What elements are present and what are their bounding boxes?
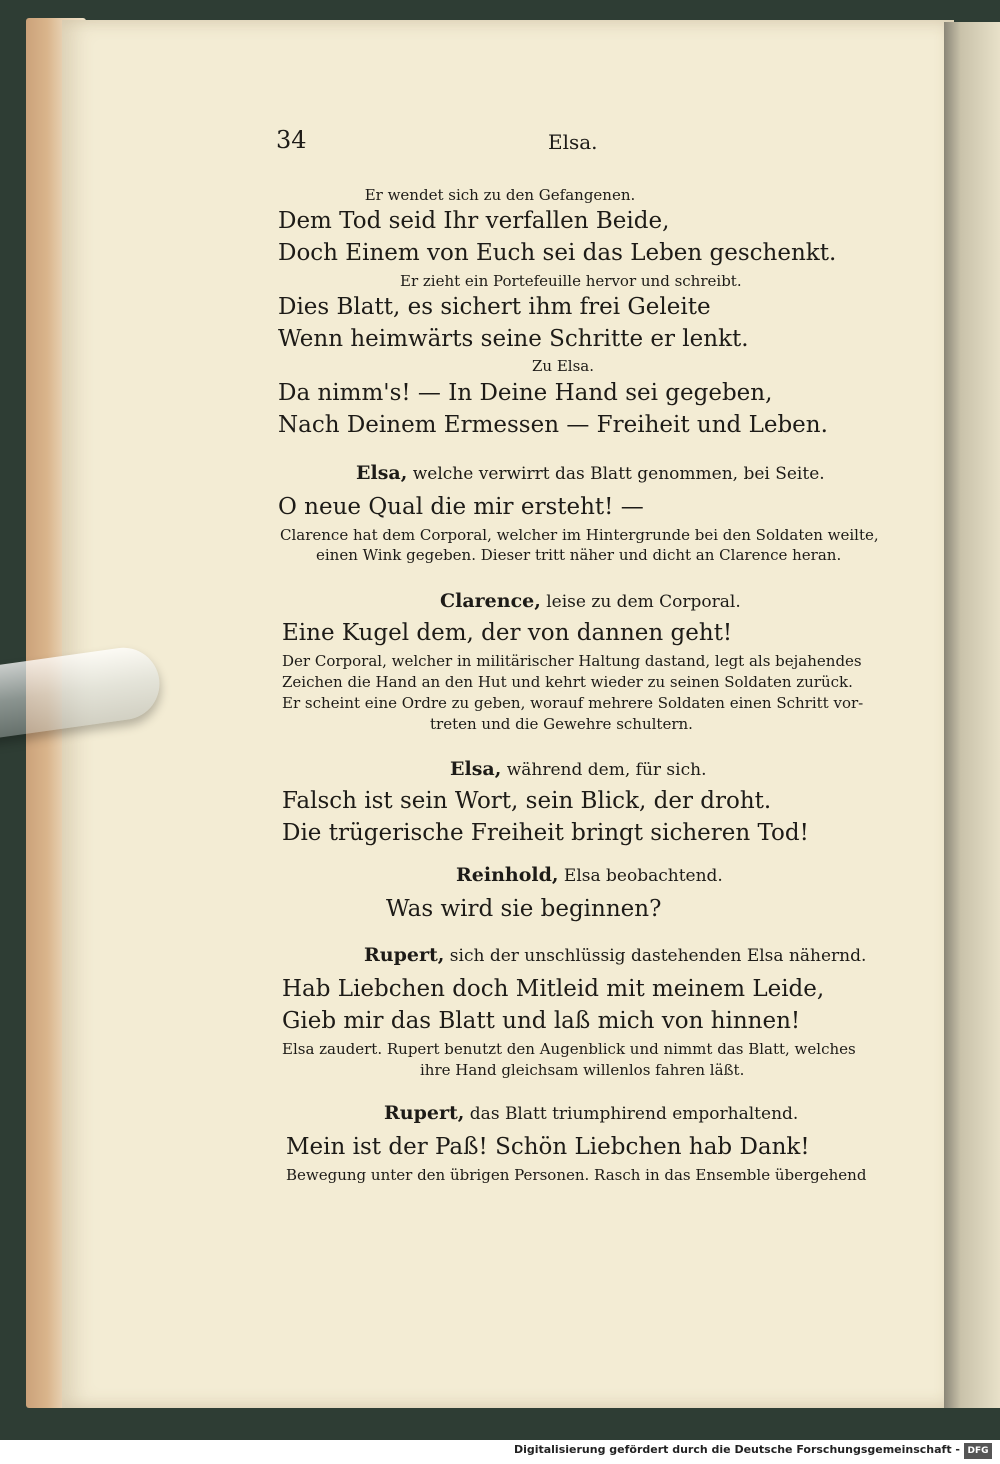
stage-direction: Bewegung unter den übrigen Personen. Rasch in das Ensemble übergehend	[286, 1166, 867, 1184]
speaker-direction: welche verwirrt das Blatt genommen, bei Seite.	[412, 464, 825, 484]
stage-direction: treten und die Gewehre schultern.	[430, 715, 693, 733]
speaker-direction: leise zu dem Corporal.	[546, 592, 741, 612]
speaker-name: Elsa,	[450, 758, 502, 780]
speaker-heading	[364, 944, 866, 966]
speaker-name: Rupert,	[384, 1102, 465, 1124]
speaker-direction: während dem, für sich.	[506, 760, 707, 780]
speaker-name: Rupert,	[364, 944, 445, 966]
verse-line: Falsch ist sein Wort, sein Blick, der droht.	[282, 788, 772, 814]
verse-line: Was wird sie beginnen?	[386, 896, 662, 922]
speaker-heading	[440, 590, 741, 612]
verse-line: Dies Blatt, es sichert ihm frei Geleite	[278, 294, 711, 320]
speaker-heading	[384, 1102, 798, 1124]
stage-direction: Zu Elsa.	[532, 357, 595, 375]
verse-line: Eine Kugel dem, der von dannen geht!	[282, 620, 733, 646]
verse-line: Mein ist der Paß! Schön Liebchen hab Dank!	[286, 1134, 810, 1160]
speaker-direction: das Blatt triumphirend emporhaltend.	[469, 1104, 799, 1124]
stage-direction: Der Corporal, welcher in militärischer Haltung dastand, legt als bejahendes	[282, 652, 862, 670]
verse-line: O neue Qual die mir ersteht! —	[278, 494, 644, 520]
verse-line: Da nimm's! — In Deine Hand sei gegeben,	[278, 380, 773, 406]
running-title: Elsa.	[548, 130, 598, 154]
digitization-credit: Digitalisierung gefördert durch die Deutsche Forschungsgemeinschaft -	[513, 1443, 960, 1456]
speaker-direction: sich der unschlüssig dastehenden Elsa nähernd.	[449, 946, 867, 966]
speaker-name: Elsa,	[356, 462, 408, 484]
speaker-direction: Elsa beobachtend.	[563, 866, 723, 886]
speaker-name: Reinhold,	[456, 864, 559, 886]
verse-line: Gieb mir das Blatt und laß mich von hinnen!	[282, 1008, 801, 1034]
stage-direction: Er zieht ein Portefeuille hervor und schreibt.	[400, 272, 742, 290]
verse-line: Hab Liebchen doch Mitleid mit meinem Leide,	[282, 976, 825, 1002]
stage-direction: ihre Hand gleichsam willenlos fahren läßt.	[420, 1061, 745, 1079]
stage-direction: einen Wink gegeben. Dieser tritt näher und dicht an Clarence heran.	[316, 546, 842, 564]
page-number: 34	[276, 126, 307, 154]
verse-line: Nach Deinem Ermessen — Freiheit und Leben.	[278, 412, 828, 438]
stage-direction: Er scheint eine Ordre zu geben, worauf mehrere Soldaten einen Schritt vor-	[282, 694, 864, 712]
speaker-heading	[356, 462, 825, 484]
speaker-heading	[450, 758, 706, 780]
verse-line: Wenn heimwärts seine Schritte er lenkt.	[278, 326, 749, 352]
stage-direction: Er wendet sich zu den Gefangenen.	[364, 186, 636, 204]
stage-direction: Clarence hat dem Corporal, welcher im Hintergrunde bei den Soldaten weilte,	[280, 526, 879, 544]
dfg-logo: DFG	[964, 1443, 992, 1459]
stage-direction: Elsa zaudert. Rupert benutzt den Augenblick und nimmt das Blatt, welches	[282, 1040, 856, 1058]
verse-line: Dem Tod seid Ihr verfallen Beide,	[278, 208, 670, 234]
stage-direction: Zeichen die Hand an den Hut und kehrt wieder zu seinen Soldaten zurück.	[282, 673, 853, 691]
verse-line: Doch Einem von Euch sei das Leben geschenkt.	[278, 240, 837, 266]
speaker-heading	[456, 864, 723, 886]
speaker-name: Clarence,	[440, 590, 541, 612]
verse-line: Die trügerische Freiheit bringt sicheren Tod!	[282, 820, 809, 846]
